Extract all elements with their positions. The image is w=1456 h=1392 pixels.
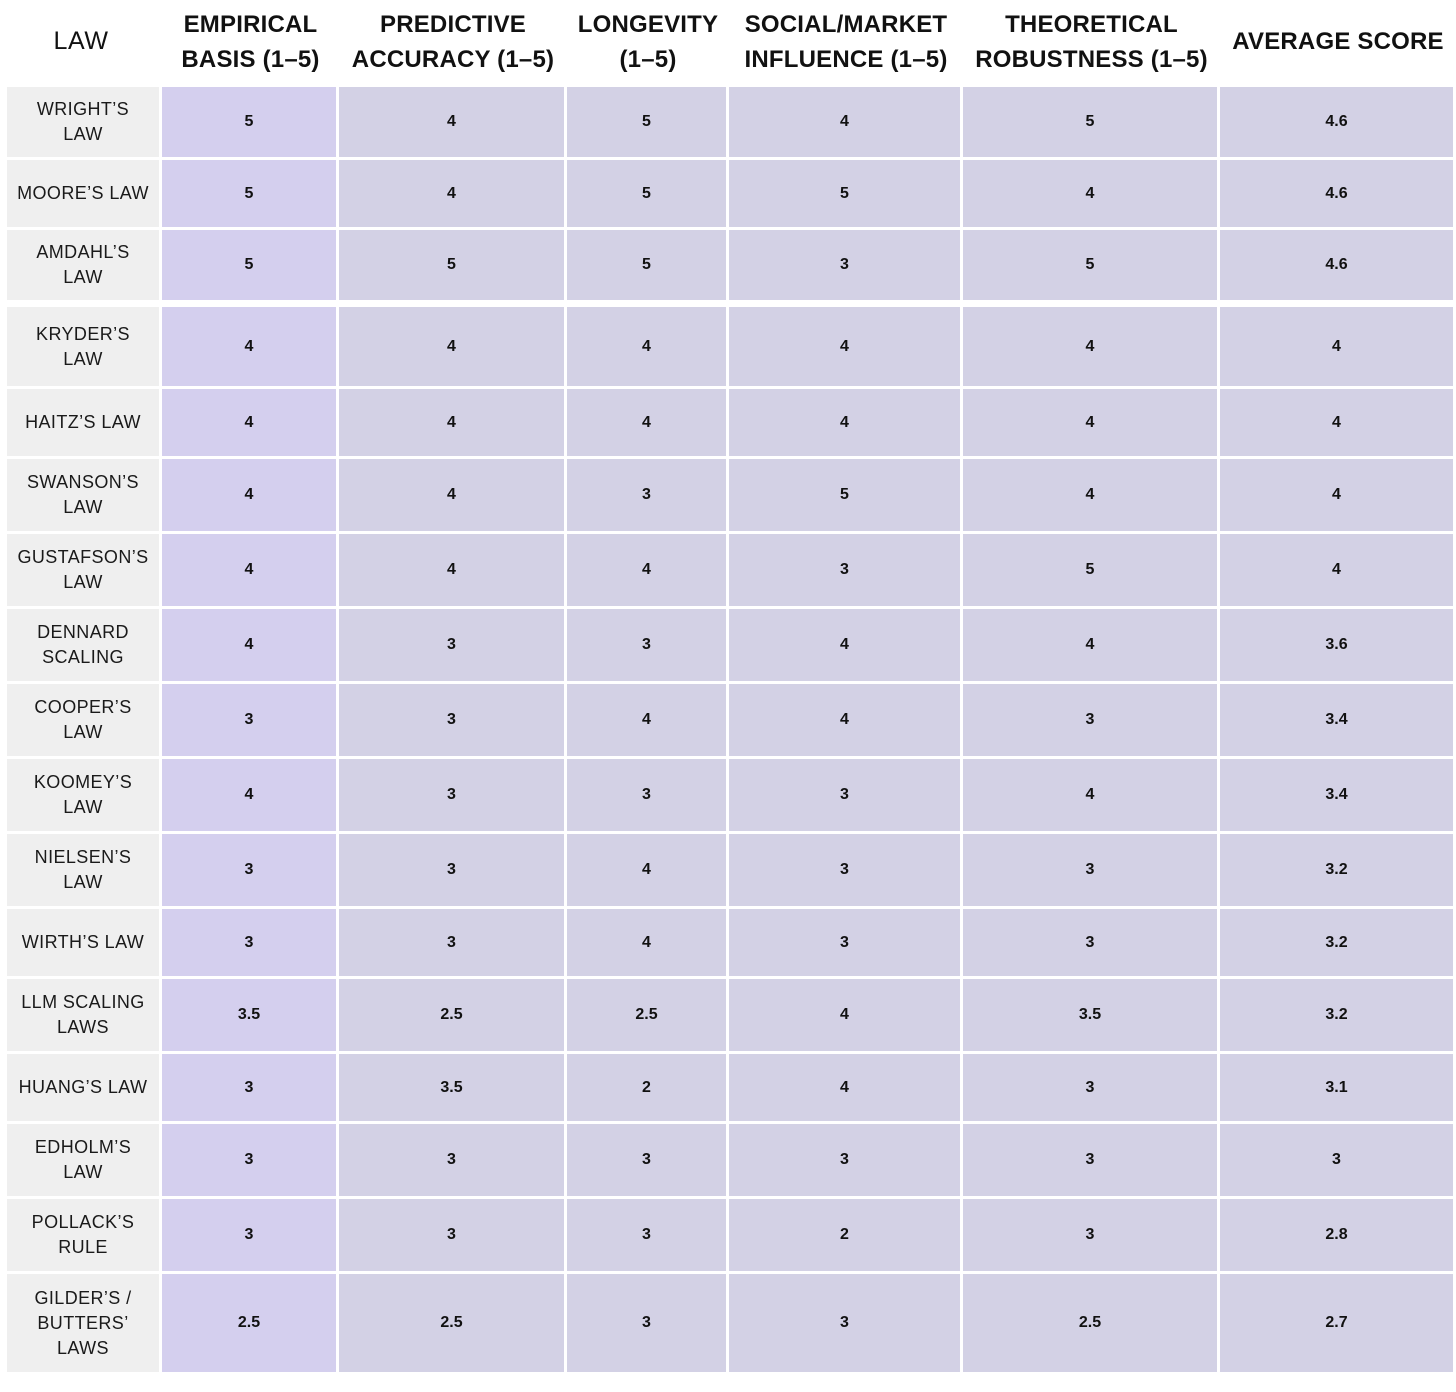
column-header-average-score <box>1220 0 1456 87</box>
score-cell-theoretical-robustness: 4 <box>963 609 1220 684</box>
table-row <box>0 230 1456 303</box>
score-cell-theoretical-robustness: 4 <box>963 160 1220 230</box>
score-cell-empirical-basis: 4 <box>162 303 339 389</box>
law-name-line: WRIGHT’S <box>36 99 130 119</box>
score-cell-social-market-influence: 3 <box>729 1274 963 1375</box>
law-name-cell <box>0 834 162 909</box>
table-row <box>0 979 1456 1054</box>
score-cell-average-score: 3.2 <box>1220 834 1456 909</box>
law-name-line: RULE <box>58 1237 108 1257</box>
score-cell-social-market-influence: 5 <box>729 160 963 230</box>
table-row <box>0 1054 1456 1124</box>
score-cell-longevity: 5 <box>567 160 729 230</box>
table-row <box>0 909 1456 979</box>
score-cell-average-score: 4 <box>1220 303 1456 389</box>
law-name-line: LAW <box>63 267 103 287</box>
law-name-line: DENNARD <box>37 622 129 642</box>
law-name-cell <box>0 1124 162 1199</box>
score-cell-empirical-basis: 3 <box>162 1124 339 1199</box>
column-header-line: BASIS (1–5) <box>181 45 320 73</box>
score-cell-theoretical-robustness: 3 <box>963 909 1220 979</box>
table-row <box>0 1274 1456 1375</box>
column-header-line: LAW <box>53 27 109 55</box>
table-body <box>0 87 1456 1375</box>
score-cell-predictive-accuracy: 2.5 <box>339 1274 567 1375</box>
column-header-line: ACCURACY (1–5) <box>351 45 555 73</box>
score-cell-empirical-basis: 4 <box>162 759 339 834</box>
score-cell-longevity: 3 <box>567 1274 729 1375</box>
score-cell-longevity: 5 <box>567 230 729 303</box>
law-name-cell <box>0 303 162 389</box>
score-cell-average-score: 4.6 <box>1220 87 1456 160</box>
score-cell-predictive-accuracy: 4 <box>339 160 567 230</box>
law-name-cell <box>0 1274 162 1375</box>
score-cell-social-market-influence: 4 <box>729 1054 963 1124</box>
law-name-cell <box>0 684 162 759</box>
score-cell-longevity: 4 <box>567 834 729 909</box>
table-row <box>0 1199 1456 1274</box>
law-name-line: KOOMEY’S <box>33 772 133 792</box>
score-cell-empirical-basis: 3.5 <box>162 979 339 1054</box>
law-name-cell <box>0 534 162 609</box>
score-cell-average-score: 3 <box>1220 1124 1456 1199</box>
column-header-line: AVERAGE SCORE <box>1232 28 1444 55</box>
law-name-line: LAWS <box>57 1017 109 1037</box>
law-name-line: GUSTAFSON’S <box>17 547 149 567</box>
score-cell-average-score: 4 <box>1220 389 1456 459</box>
column-header-theoretical-robustness <box>963 0 1220 87</box>
score-cell-predictive-accuracy: 3 <box>339 1124 567 1199</box>
table-row <box>0 303 1456 389</box>
score-cell-theoretical-robustness: 4 <box>963 389 1220 459</box>
score-cell-social-market-influence: 3 <box>729 909 963 979</box>
table-row <box>0 759 1456 834</box>
law-name-cell <box>0 609 162 684</box>
header-row <box>0 0 1456 87</box>
score-cell-predictive-accuracy: 3 <box>339 759 567 834</box>
law-name-cell <box>0 1054 162 1124</box>
score-cell-predictive-accuracy: 3.5 <box>339 1054 567 1124</box>
score-cell-predictive-accuracy: 4 <box>339 534 567 609</box>
column-header-empirical-basis <box>162 0 339 87</box>
score-cell-average-score: 3.2 <box>1220 909 1456 979</box>
score-cell-average-score: 4 <box>1220 534 1456 609</box>
law-name-line: LAW <box>63 797 103 817</box>
table-row <box>0 834 1456 909</box>
law-name-line: AMDAHL’S <box>36 242 130 262</box>
score-cell-social-market-influence: 3 <box>729 534 963 609</box>
law-name-line: LAW <box>63 1162 103 1182</box>
score-cell-average-score: 3.6 <box>1220 609 1456 684</box>
score-cell-theoretical-robustness: 4 <box>963 759 1220 834</box>
law-name-line: LAW <box>63 722 103 742</box>
law-name-cell <box>0 979 162 1054</box>
score-cell-longevity: 2.5 <box>567 979 729 1054</box>
score-cell-empirical-basis: 4 <box>162 534 339 609</box>
score-cell-empirical-basis: 3 <box>162 909 339 979</box>
table-row <box>0 1124 1456 1199</box>
score-cell-average-score: 3.4 <box>1220 759 1456 834</box>
score-cell-theoretical-robustness: 3 <box>963 1124 1220 1199</box>
law-name-line: LAWS <box>57 1337 109 1358</box>
column-header-line: (1–5) <box>619 45 677 73</box>
score-cell-longevity: 4 <box>567 389 729 459</box>
law-name-line: HAITZ’S LAW <box>25 412 141 432</box>
score-cell-theoretical-robustness: 2.5 <box>963 1274 1220 1375</box>
score-cell-theoretical-robustness: 3 <box>963 1054 1220 1124</box>
score-cell-longevity: 3 <box>567 609 729 684</box>
score-cell-predictive-accuracy: 4 <box>339 389 567 459</box>
score-cell-average-score: 4 <box>1220 459 1456 534</box>
column-header-line: SOCIAL/MARKET <box>744 10 948 38</box>
score-cell-empirical-basis: 5 <box>162 160 339 230</box>
score-cell-average-score: 3.4 <box>1220 684 1456 759</box>
column-header-predictive-accuracy <box>339 0 567 87</box>
table-row <box>0 160 1456 230</box>
law-name-line: LAW <box>63 124 103 144</box>
table-row <box>0 684 1456 759</box>
score-cell-longevity: 3 <box>567 759 729 834</box>
score-cell-empirical-basis: 3 <box>162 1054 339 1124</box>
score-cell-empirical-basis: 4 <box>162 459 339 534</box>
law-name-line: HUANG’S LAW <box>18 1077 148 1097</box>
score-cell-longevity: 4 <box>567 303 729 389</box>
law-name-cell <box>0 459 162 534</box>
score-cell-empirical-basis: 3 <box>162 684 339 759</box>
score-cell-theoretical-robustness: 3 <box>963 684 1220 759</box>
column-header-line: THEORETICAL <box>1005 10 1178 38</box>
score-cell-empirical-basis: 3 <box>162 834 339 909</box>
score-cell-predictive-accuracy: 3 <box>339 609 567 684</box>
score-cell-average-score: 4.6 <box>1220 160 1456 230</box>
score-cell-predictive-accuracy: 4 <box>339 459 567 534</box>
table-row <box>0 87 1456 160</box>
score-cell-social-market-influence: 3 <box>729 1124 963 1199</box>
score-cell-theoretical-robustness: 3.5 <box>963 979 1220 1054</box>
score-cell-predictive-accuracy: 5 <box>339 230 567 303</box>
column-header-line: EMPIRICAL <box>183 10 318 38</box>
law-name-cell <box>0 1199 162 1274</box>
score-cell-theoretical-robustness: 3 <box>963 1199 1220 1274</box>
score-cell-social-market-influence: 4 <box>729 684 963 759</box>
column-header-line: INFLUENCE (1–5) <box>744 45 948 73</box>
score-cell-social-market-influence: 4 <box>729 389 963 459</box>
table-row <box>0 609 1456 684</box>
score-cell-longevity: 2 <box>567 1054 729 1124</box>
law-name-line: LLM SCALING <box>21 992 145 1012</box>
score-cell-social-market-influence: 5 <box>729 459 963 534</box>
score-cell-social-market-influence: 3 <box>729 834 963 909</box>
score-cell-social-market-influence: 2 <box>729 1199 963 1274</box>
score-cell-theoretical-robustness: 3 <box>963 834 1220 909</box>
score-cell-predictive-accuracy: 3 <box>339 909 567 979</box>
law-name-cell <box>0 909 162 979</box>
law-name-line: BUTTERS’ <box>37 1312 129 1333</box>
score-cell-empirical-basis: 5 <box>162 230 339 303</box>
score-cell-longevity: 4 <box>567 909 729 979</box>
law-name-line: EDHOLM’S <box>34 1137 132 1157</box>
column-header-law <box>0 0 162 87</box>
score-cell-social-market-influence: 4 <box>729 303 963 389</box>
score-cell-longevity: 3 <box>567 459 729 534</box>
score-cell-predictive-accuracy: 3 <box>339 834 567 909</box>
score-cell-theoretical-robustness: 4 <box>963 459 1220 534</box>
column-header-longevity <box>567 0 729 87</box>
law-name-cell <box>0 759 162 834</box>
score-cell-theoretical-robustness: 4 <box>963 303 1220 389</box>
score-cell-social-market-influence: 4 <box>729 979 963 1054</box>
law-name-line: GILDER’S / <box>34 1287 132 1308</box>
table-row <box>0 459 1456 534</box>
score-cell-empirical-basis: 4 <box>162 389 339 459</box>
score-cell-empirical-basis: 2.5 <box>162 1274 339 1375</box>
score-cell-predictive-accuracy: 3 <box>339 684 567 759</box>
table-row <box>0 389 1456 459</box>
score-cell-longevity: 3 <box>567 1124 729 1199</box>
score-cell-empirical-basis: 4 <box>162 609 339 684</box>
score-cell-social-market-influence: 4 <box>729 609 963 684</box>
column-header-line: LONGEVITY <box>577 10 719 38</box>
law-name-line: KRYDER’S <box>36 323 130 344</box>
law-name-line: LAW <box>63 572 103 592</box>
score-cell-theoretical-robustness: 5 <box>963 230 1220 303</box>
score-cell-social-market-influence: 3 <box>729 759 963 834</box>
law-name-cell <box>0 160 162 230</box>
score-cell-average-score: 4.6 <box>1220 230 1456 303</box>
law-name-line: COOPER’S <box>34 697 132 717</box>
law-name-line: MOORE’S LAW <box>17 183 149 203</box>
score-cell-longevity: 3 <box>567 1199 729 1274</box>
law-name-line: LAW <box>63 497 103 517</box>
score-cell-theoretical-robustness: 5 <box>963 534 1220 609</box>
score-cell-average-score: 3.2 <box>1220 979 1456 1054</box>
law-name-line: NIELSEN’S <box>34 847 132 867</box>
law-name-line: SCALING <box>42 647 124 667</box>
score-cell-theoretical-robustness: 5 <box>963 87 1220 160</box>
score-cell-average-score: 3.1 <box>1220 1054 1456 1124</box>
score-cell-empirical-basis: 3 <box>162 1199 339 1274</box>
law-name-line: POLLACK’S <box>31 1212 135 1232</box>
score-cell-longevity: 5 <box>567 87 729 160</box>
law-name-cell <box>0 230 162 303</box>
column-header-line: ROBUSTNESS (1–5) <box>975 45 1208 73</box>
column-header-line: PREDICTIVE <box>379 10 527 38</box>
law-name-line: LAW <box>63 872 103 892</box>
score-cell-social-market-influence: 3 <box>729 230 963 303</box>
column-header-social-market-influence <box>729 0 963 87</box>
law-name-cell <box>0 87 162 160</box>
score-cell-longevity: 4 <box>567 684 729 759</box>
law-name-line: SWANSON’S <box>27 472 139 492</box>
score-cell-empirical-basis: 5 <box>162 87 339 160</box>
score-cell-predictive-accuracy: 4 <box>339 303 567 389</box>
score-cell-predictive-accuracy: 3 <box>339 1199 567 1274</box>
score-cell-average-score: 2.7 <box>1220 1274 1456 1375</box>
law-name-cell <box>0 389 162 459</box>
law-name-line: LAW <box>63 348 103 369</box>
score-cell-average-score: 2.8 <box>1220 1199 1456 1274</box>
score-cell-longevity: 4 <box>567 534 729 609</box>
score-cell-predictive-accuracy: 4 <box>339 87 567 160</box>
table-row <box>0 534 1456 609</box>
score-cell-social-market-influence: 4 <box>729 87 963 160</box>
score-cell-predictive-accuracy: 2.5 <box>339 979 567 1054</box>
law-name-line: WIRTH’S LAW <box>21 932 145 952</box>
